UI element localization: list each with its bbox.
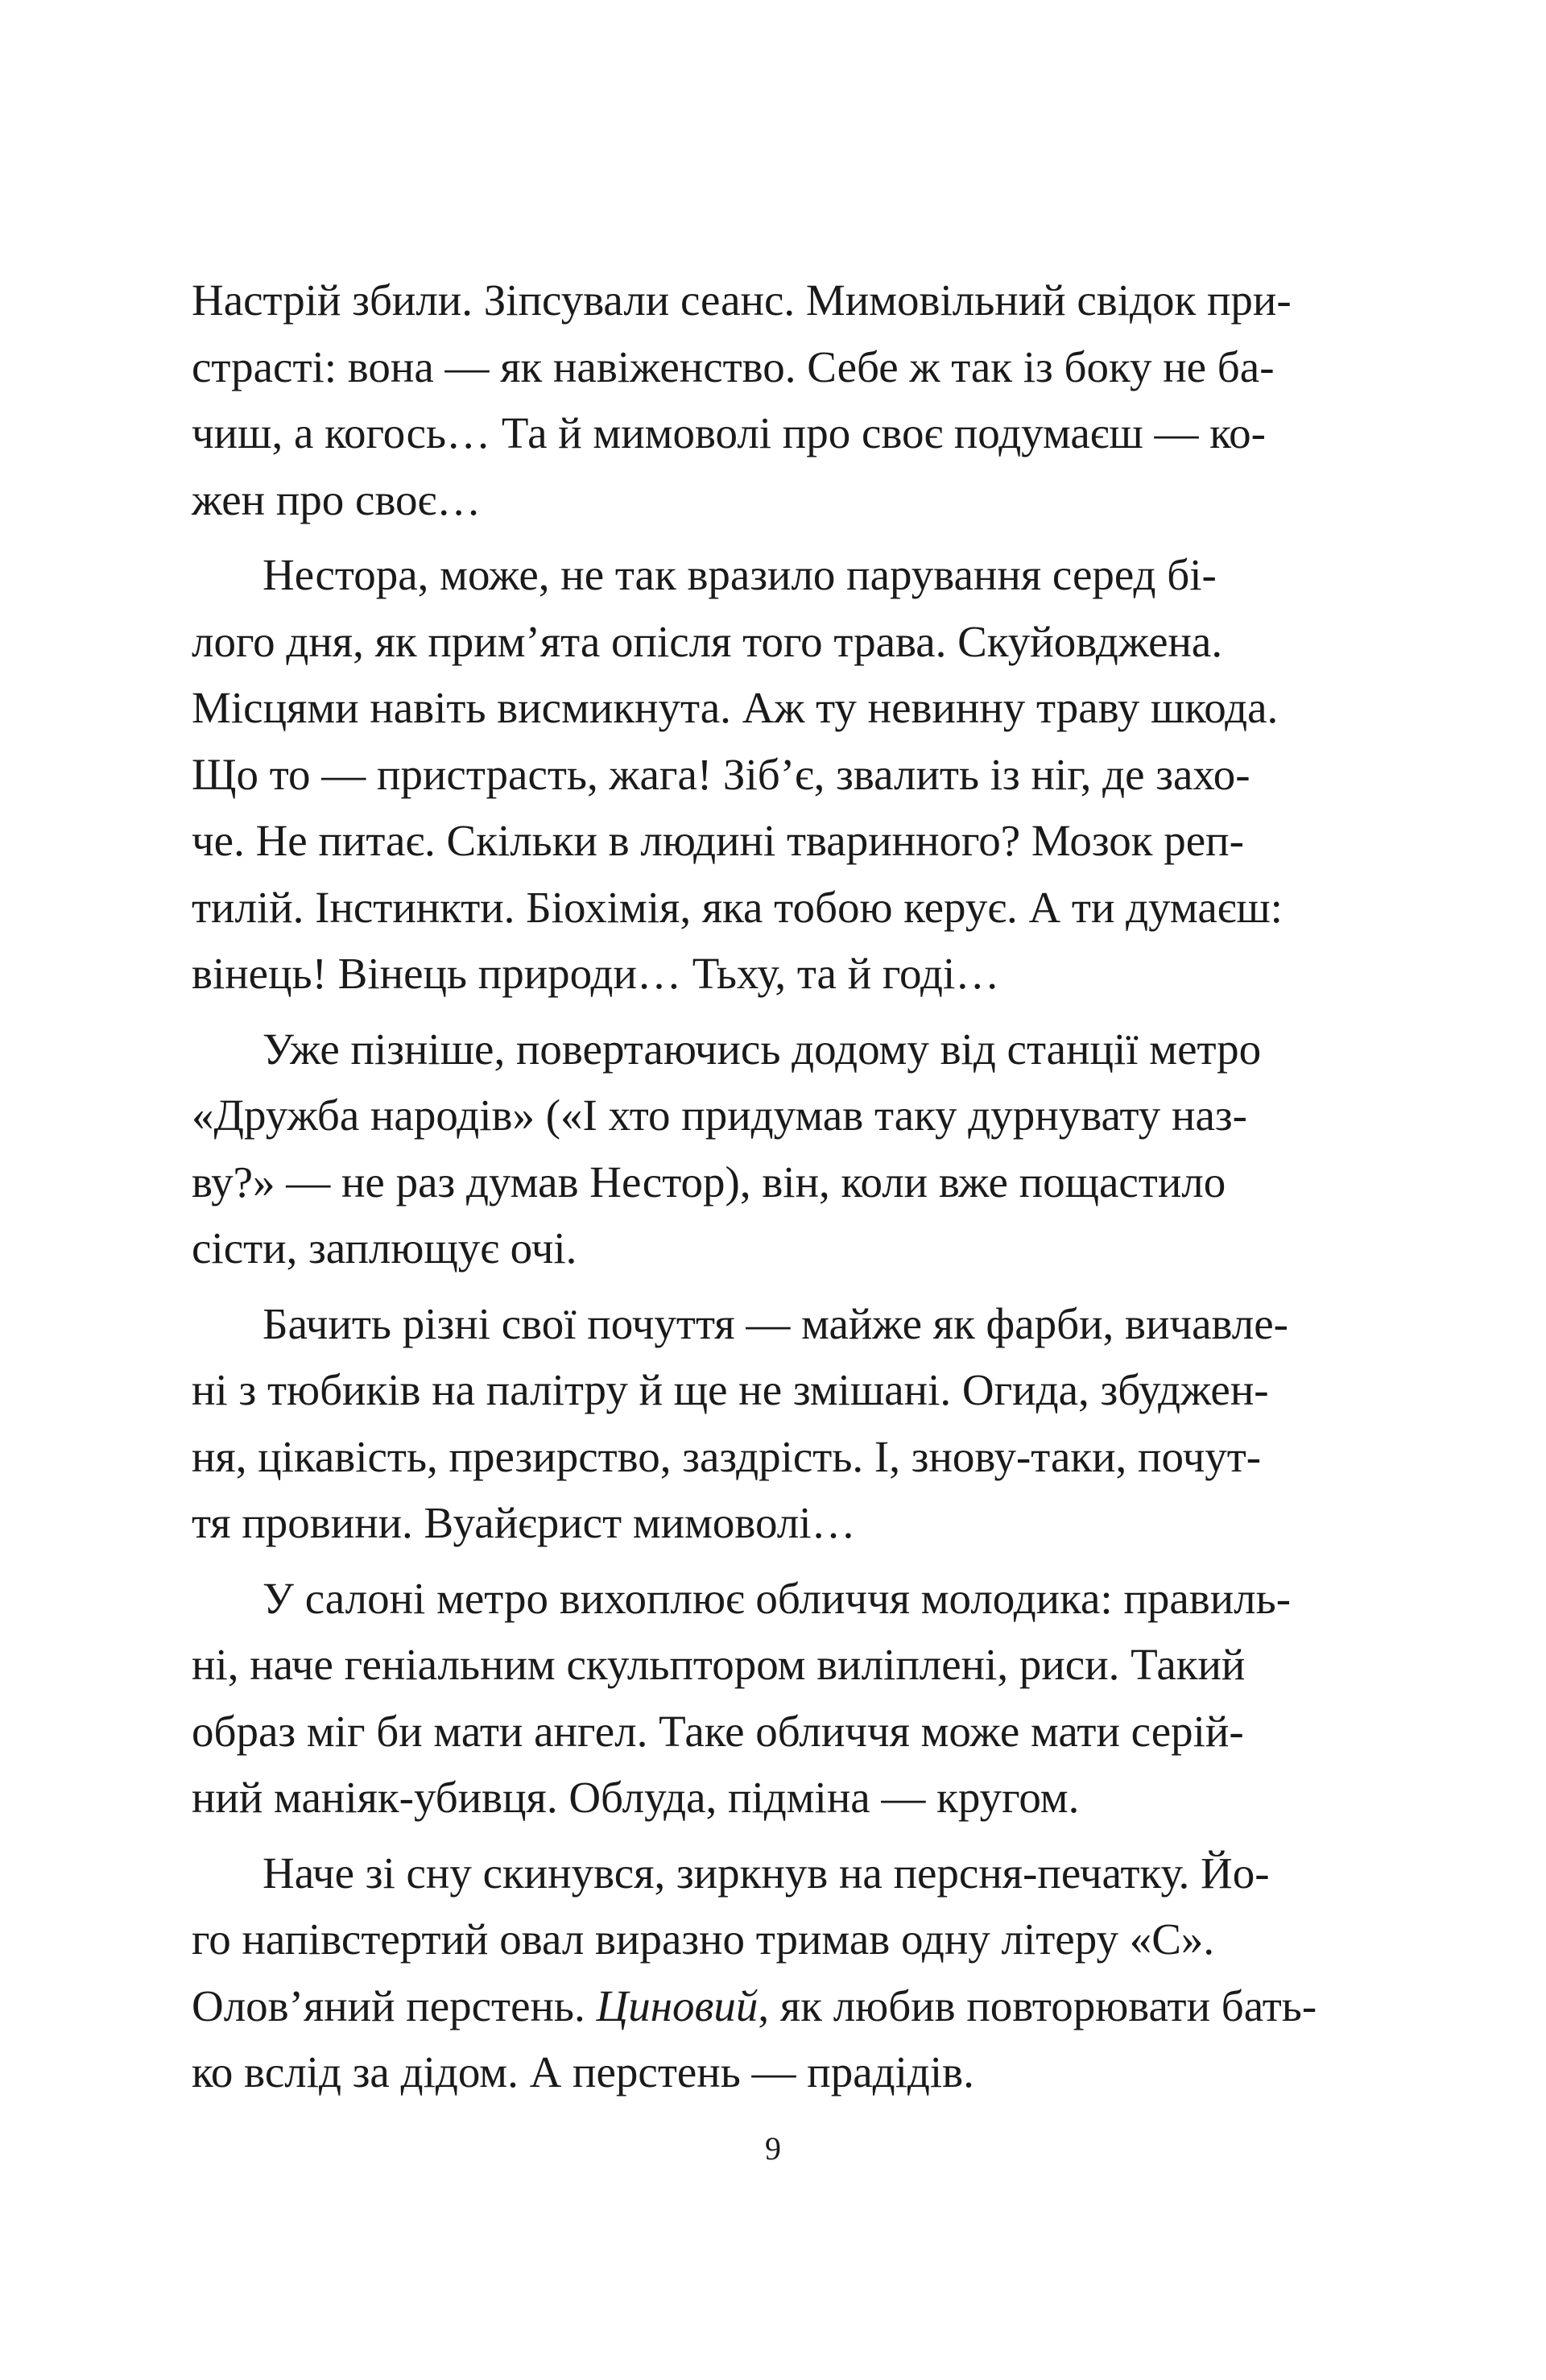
text-line: Настрій збили. Зіпсували сеанс. Мимовільний свідок при- (192, 275, 1292, 325)
text-line: ко вслід за дідом. А перстень — прадідів. (192, 2047, 974, 2096)
body-text (192, 267, 1317, 2106)
text-line: страсті: вона — як навіженство. Себе ж так із боку не ба- (192, 341, 1275, 391)
text-line: образ міг би мати ангел. Таке обличчя може мати серій- (192, 1706, 1244, 1756)
text-line: че. Не питає. Скільки в людині тваринного? Мозок реп- (192, 816, 1244, 865)
text-line-with-italic: Олов’яний перстень. Циновий, як любив повторювати бать- (192, 1981, 1317, 2030)
text-line: Нестора, може, не так вразило парування серед бі- (262, 550, 1217, 599)
text-line: «Дружба народів» («І хто придумав таку дурнувату наз- (192, 1091, 1247, 1140)
text-line: го напівстертий овал виразно тримав одну літеру «С». (192, 1914, 1215, 1964)
text-line: тя провини. Вуайєрист мимоволі… (192, 1498, 856, 1547)
text-line: Бачить різні свої почуття — майже як фарби, вичавле- (262, 1298, 1288, 1348)
text-line: ні, наче геніальним скульптором виліплені, риси. Такий (192, 1640, 1246, 1689)
text-line: лого дня, як прим’ята опісля того трава. Скуйовджена. (192, 616, 1223, 666)
italic-word: Циновий (596, 1981, 759, 2030)
page-number: 9 (765, 2130, 781, 2167)
text-line: сісти, заплющує очі. (192, 1223, 577, 1273)
text-line: Наче зі сну скинувся, зиркнув на персня-печатку. Йо- (262, 1848, 1270, 1898)
text-line: чиш, а когось… Та й мимоволі про своє подумаєш — ко- (192, 408, 1266, 457)
text-line: У салоні метро вихоплює обличчя молодика: правиль- (262, 1573, 1292, 1623)
text-line: ний маніяк-убивця. Облуда, підміна — кругом. (192, 1773, 1080, 1822)
text-line: тилій. Інстинкти. Біохімія, яка тобою керує. А ти думаєш: (192, 882, 1283, 932)
text-line: ні з тюбиків на палітру й ще не змішані. Огида, збуджен- (192, 1365, 1269, 1414)
text-line: вінець! Вінець природи… Тьху, та й годі… (192, 949, 1000, 998)
text-line: Місцями навіть висмикнута. Аж ту невинну траву шкода. (192, 683, 1279, 732)
text-line: Що то — пристрасть, жага! Зіб’є, звалить із ніг, де захо- (192, 749, 1250, 799)
text-line: Уже пізніше, повертаючись додому від станції метро (262, 1024, 1262, 1074)
text-line: ву?» — не раз думав Нестор), він, коли вже пощастило (192, 1157, 1226, 1207)
text-line: ня, цікавість, презирство, заздрість. І, знову-таки, почут- (192, 1431, 1262, 1481)
text-line: жен про своє… (192, 474, 482, 524)
